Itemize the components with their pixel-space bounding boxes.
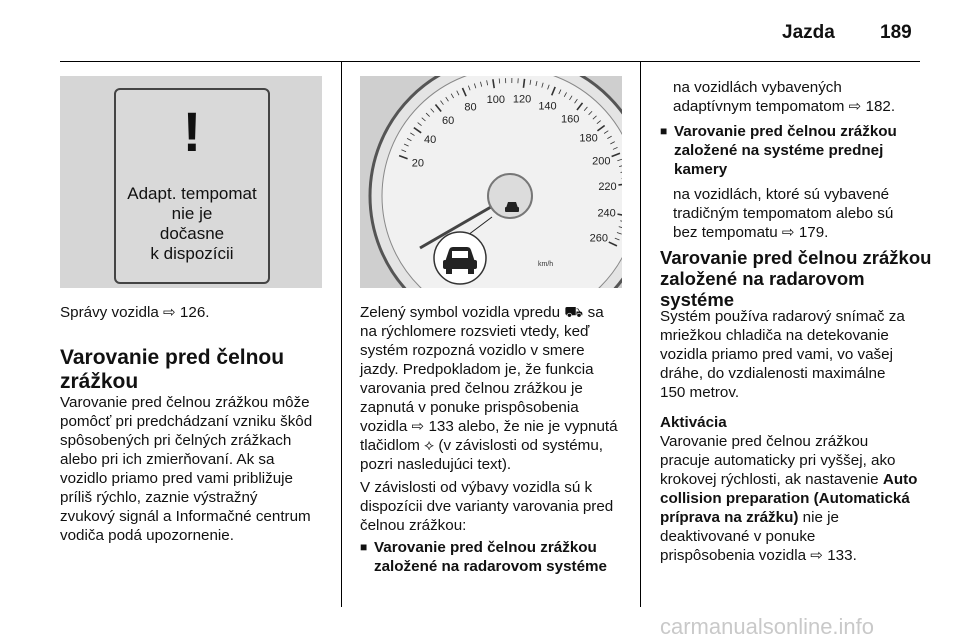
activation-subheading: Aktivácia bbox=[660, 414, 727, 431]
speedometer-graphic bbox=[360, 76, 622, 288]
speed-tick-label: 240 bbox=[597, 207, 616, 220]
text-line: Varovanie pred čelnou zrážkou bbox=[660, 433, 869, 450]
heading-line: zrážkou bbox=[60, 370, 139, 393]
radar-section-heading bbox=[660, 247, 931, 310]
text-span: krokovej rýchlosti, ak nastavenie bbox=[660, 471, 883, 488]
menu-setting-name: príprava na zrážku) bbox=[660, 509, 799, 526]
text-line: dispozícii dve varianty varovania pred bbox=[360, 498, 614, 515]
bullet-square-icon: ■ bbox=[360, 540, 368, 554]
speed-tick-label: 60 bbox=[441, 115, 455, 128]
display-message-line: dočasne bbox=[159, 224, 225, 243]
text-line: na rýchlomere rozsvieti vtedy, keď bbox=[360, 323, 590, 340]
menu-setting-name: collision preparation (Automatická bbox=[660, 490, 910, 507]
text-line: deaktivované v ponuke bbox=[660, 528, 816, 545]
running-header-title: Jazda bbox=[782, 22, 835, 43]
warning-display-figure bbox=[60, 76, 322, 288]
bullet-text-line: založené na radarovom systéme bbox=[374, 558, 607, 575]
text-line: vodiča podá upozornenie. bbox=[60, 527, 234, 544]
text-line: prispôsobenia vozidla ⇨ 133. bbox=[660, 547, 857, 564]
speed-tick-label: 180 bbox=[579, 132, 598, 145]
speed-tick-label: 260 bbox=[589, 232, 608, 245]
camera-variant-continuation bbox=[673, 185, 893, 242]
bullet-text-line: kamery bbox=[674, 161, 728, 178]
text-line: čelnou zrážkou: bbox=[360, 517, 467, 534]
bullet-text-line: založené na systéme prednej bbox=[674, 142, 884, 159]
bullet-camera-variant bbox=[660, 122, 930, 182]
text-line: adaptívnym tempomatom ⇨ 182. bbox=[673, 98, 896, 115]
header-rule bbox=[60, 61, 920, 62]
heading-line: Varovanie pred čelnou bbox=[60, 346, 285, 369]
speed-tick-label: 100 bbox=[486, 94, 505, 107]
text-line: na vozidlách vybavených bbox=[673, 79, 842, 96]
text-line: V závislosti od výbavy vozidla sú k bbox=[360, 479, 593, 496]
text-line: tradičným tempomatom alebo sú bbox=[673, 205, 894, 222]
speed-unit-label: km/h bbox=[538, 261, 554, 268]
text-line: spôsobených pri čelných zrážkach bbox=[60, 432, 292, 449]
text-line: tlačidlom ⟡ (v závislosti od systému, bbox=[360, 437, 603, 454]
text-line: Zelený symbol vozidla vpredu ⛟ sa bbox=[360, 304, 604, 321]
text-line: Systém používa radarový snímač za bbox=[660, 308, 905, 325]
speed-tick-label: 80 bbox=[464, 101, 477, 114]
speed-tick-label: 140 bbox=[538, 100, 557, 113]
text-line: zvukový signál a Informačné centrum bbox=[60, 508, 311, 525]
speed-tick-label: 40 bbox=[424, 134, 437, 147]
reference-line bbox=[60, 303, 210, 322]
reference-text: Správy vozidla ⇨ 126. bbox=[60, 304, 210, 321]
exclamation-icon: ! bbox=[182, 100, 202, 163]
text-line: bez tempomatu ⇨ 179. bbox=[673, 224, 829, 241]
speed-tick-label: 120 bbox=[512, 93, 532, 106]
bullet-radar-variant bbox=[360, 538, 630, 578]
text-line: alebo pri ich zmierňovaní. Ak sa bbox=[60, 451, 275, 468]
text-line bbox=[660, 489, 917, 508]
heading-line: Varovanie pred čelnou zrážkou bbox=[660, 247, 932, 268]
text-line: dráhe, do vzdialenosti maximálne bbox=[660, 365, 886, 382]
text-line: vozidla ⇨ 133 alebo, že nie je vypnutá bbox=[360, 418, 618, 435]
heading-line: založené na radarovom bbox=[660, 268, 865, 289]
menu-setting-name: Auto bbox=[882, 471, 918, 488]
activation-paragraph bbox=[660, 432, 917, 565]
section-heading bbox=[60, 346, 284, 394]
bullet-square-icon: ■ bbox=[660, 124, 668, 138]
display-message-line: k dispozícii bbox=[150, 244, 234, 263]
text-line: vozidla priamo pred vami, vo vašej bbox=[660, 346, 893, 363]
intro-paragraph bbox=[60, 393, 312, 545]
bullet-text-line: Varovanie pred čelnou zrážkou bbox=[374, 539, 597, 556]
text-line: jazdy. Predpokladom je, že funkcia bbox=[360, 361, 594, 378]
speed-tick-label: 20 bbox=[411, 157, 425, 170]
page-number: 189 bbox=[880, 22, 912, 43]
driver-info-display bbox=[114, 88, 270, 284]
text-line: systém rozpozná vozidlo v smere bbox=[360, 342, 585, 359]
text-line: pracuje automaticky pri vyššej, ako bbox=[660, 452, 896, 469]
text-line: 150 metrov. bbox=[660, 384, 740, 401]
text-line: pozri nasledujúci text). bbox=[360, 456, 512, 473]
radar-variant-continuation bbox=[673, 78, 895, 116]
text-line: mriežkou chladiča na detekovanie bbox=[660, 327, 889, 344]
speed-tick-label: 160 bbox=[561, 113, 580, 126]
column-divider-2 bbox=[640, 62, 641, 607]
heading-line: systéme bbox=[660, 289, 735, 310]
text-line: príliš rýchlo, zaznie výstražný bbox=[60, 489, 258, 506]
speed-tick-label: 200 bbox=[592, 155, 611, 168]
column-divider-1 bbox=[341, 62, 342, 607]
symbol-paragraph bbox=[360, 303, 618, 474]
text-line: zapnutá v ponuke prispôsobenia bbox=[360, 399, 579, 416]
text-span: nie je bbox=[798, 509, 839, 526]
text-line: na vozidlách, ktoré sú vybavené bbox=[673, 186, 890, 203]
display-message-line: nie je bbox=[171, 204, 213, 223]
text-line: varovania pred čelnou zrážkou je bbox=[360, 380, 583, 397]
speed-tick-label: 220 bbox=[598, 181, 617, 194]
text-line bbox=[660, 508, 917, 527]
radar-description bbox=[660, 307, 905, 402]
speedometer-figure bbox=[360, 76, 622, 288]
variants-paragraph bbox=[360, 478, 613, 535]
watermark: carmanualsonline.info bbox=[660, 614, 875, 639]
bullet-text-line: Varovanie pred čelnou zrážkou bbox=[674, 123, 897, 140]
display-message-line: Adapt. tempomat bbox=[127, 184, 257, 203]
text-line bbox=[660, 470, 917, 489]
text-line: Varovanie pred čelnou zrážkou môže bbox=[60, 394, 310, 411]
speed-tick bbox=[523, 79, 524, 88]
text-line: pomôcť pri predchádzaní vzniku škôd bbox=[60, 413, 313, 430]
speed-tick bbox=[618, 184, 622, 185]
text-line: vozidlo priamo pred vami približuje bbox=[60, 470, 293, 487]
